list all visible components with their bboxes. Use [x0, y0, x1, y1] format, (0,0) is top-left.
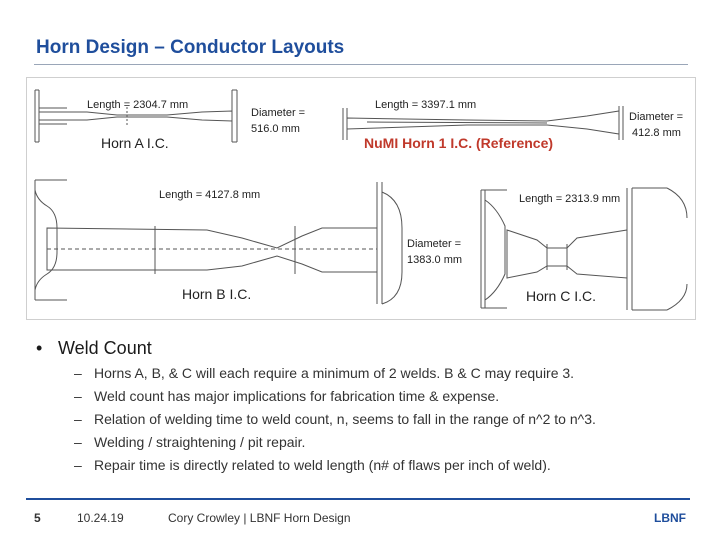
horn-c-diameter-line1: Diameter =: [407, 238, 462, 250]
horn-1-diameter-line1: Diameter =: [629, 111, 684, 123]
bullet-symbol: •: [36, 338, 43, 358]
bullet-weld-count: [36, 338, 152, 359]
sub-bullet-2: [74, 388, 499, 405]
footer-divider: [26, 498, 690, 500]
horn-layouts-figure: [26, 77, 696, 320]
dash-symbol: –: [74, 434, 82, 450]
footer-brand: LBNF: [654, 511, 686, 525]
horn-a-name: Horn A I.C.: [101, 135, 169, 151]
sub-bullet-text: Repair time is directly related to weld length (n# of flaws per inch of weld).: [94, 457, 551, 473]
dash-symbol: –: [74, 388, 82, 404]
page-number: 5: [34, 511, 41, 525]
sub-bullet-5: [74, 457, 551, 474]
horn-c-name: Horn C I.C.: [526, 288, 597, 304]
horn-a-diameter-line1: Diameter =: [251, 107, 306, 119]
sub-bullet-text: Relation of welding time to weld count, n, seems to fall in the range of n^2 to n^3.: [94, 411, 596, 427]
horn-c-diameter-line2: 1383.0 mm: [407, 254, 463, 266]
slide-title: Horn Design – Conductor Layouts: [36, 37, 345, 58]
horn-1-name: NuMI Horn 1 I.C. (Reference): [364, 135, 554, 151]
sub-bullet-text: Horns A, B, & C will each require a minimum of 2 welds. B & C may require 3.: [94, 365, 575, 381]
dash-symbol: –: [74, 411, 82, 427]
horn-b-length-label: Length = 4127.8 mm: [159, 189, 261, 201]
sub-bullet-1: [74, 365, 574, 382]
title-divider: [34, 64, 688, 65]
bullet-weld-count-text: Weld Count: [58, 338, 152, 358]
horn-1-length-label: Length = 3397.1 mm: [375, 99, 477, 111]
horn-c-length-label: Length = 2313.9 mm: [519, 193, 621, 205]
sub-bullet-3: [74, 411, 596, 428]
footer-author: Cory Crowley | LBNF Horn Design: [168, 511, 351, 525]
horn-b-name: Horn B I.C.: [182, 286, 252, 302]
sub-bullet-text: Welding / straightening / pit repair.: [94, 434, 306, 450]
dash-symbol: –: [74, 457, 82, 473]
sub-bullet-4: [74, 434, 305, 451]
footer-date: 10.24.19: [77, 511, 124, 525]
horn-1-diameter-line2: 412.8 mm: [632, 127, 681, 139]
dash-symbol: –: [74, 365, 82, 381]
horn-a-length-label: Length = 2304.7 mm: [87, 99, 189, 111]
sub-bullet-text: Weld count has major implications for fabrication time & expense.: [94, 388, 500, 404]
horn-a-diameter-line2: 516.0 mm: [251, 123, 300, 135]
